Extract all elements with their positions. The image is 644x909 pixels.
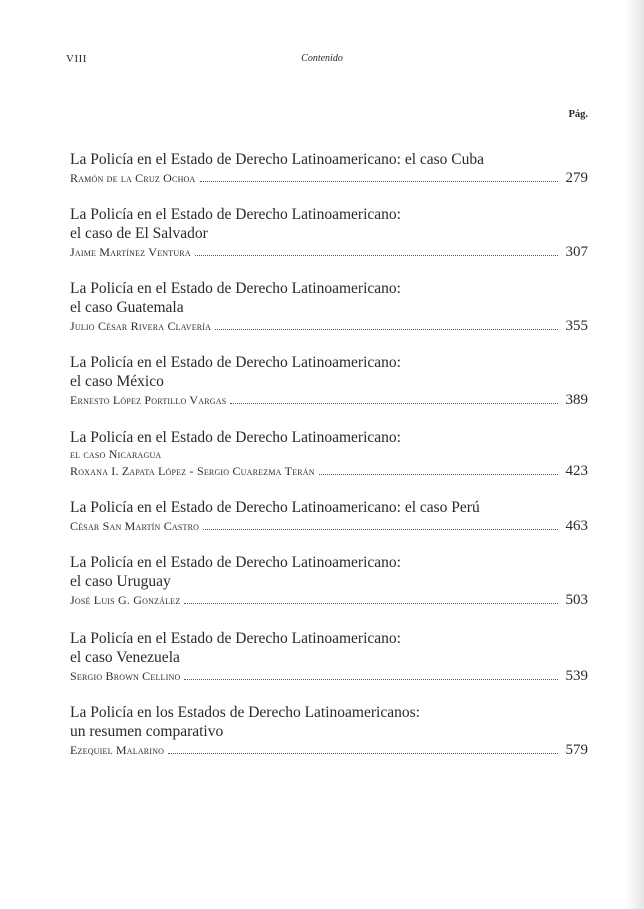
entry-page: 503 bbox=[565, 592, 588, 608]
dot-leader bbox=[319, 474, 558, 475]
entry-author: Julio César Rivera Clavería bbox=[70, 319, 212, 333]
entry-page: 355 bbox=[565, 318, 588, 334]
entry-title-line2: el caso de El Salvador bbox=[70, 225, 208, 242]
page-edge-shadow bbox=[626, 0, 644, 909]
entry-author: Roxana I. Zapata López - Sergio Cuarezma Terán bbox=[70, 464, 315, 478]
entry-page: 423 bbox=[565, 463, 588, 479]
entry-subtitle: el caso Nicaragua bbox=[70, 447, 162, 461]
author-line bbox=[70, 742, 588, 759]
toc-entry bbox=[70, 629, 588, 685]
author-line bbox=[70, 668, 588, 685]
author-line bbox=[70, 392, 588, 409]
toc-entry bbox=[70, 428, 588, 480]
entry-title-line2: el caso Uruguay bbox=[70, 573, 171, 590]
entry-title: La Policía en el Estado de Derecho Latinoamericano: bbox=[70, 630, 401, 647]
page-number: VIII bbox=[66, 53, 87, 65]
dot-leader bbox=[168, 753, 557, 754]
entry-title-line2: el caso México bbox=[70, 373, 164, 390]
author-line bbox=[70, 170, 588, 187]
entry-page: 463 bbox=[565, 518, 588, 534]
entry-author: José Luis G. González bbox=[70, 593, 181, 607]
toc-entry bbox=[70, 553, 588, 609]
author-line bbox=[70, 518, 588, 535]
author-line bbox=[70, 244, 588, 261]
toc-entry bbox=[70, 703, 588, 759]
entry-title-line2: un resumen comparativo bbox=[70, 723, 224, 740]
entry-title: La Policía en el Estado de Derecho Latinoamericano: el caso Cuba bbox=[70, 151, 485, 168]
toc-entry bbox=[70, 279, 588, 335]
running-head: Contenido bbox=[301, 53, 343, 64]
entry-title-line2: el caso Venezuela bbox=[70, 649, 180, 666]
author-line bbox=[70, 463, 588, 480]
entry-author: Sergio Brown Cellino bbox=[70, 669, 181, 683]
entry-title: La Policía en el Estado de Derecho Latinoamericano: bbox=[70, 554, 401, 571]
toc-entry bbox=[70, 498, 588, 535]
entry-title-line2: el caso Guatemala bbox=[70, 299, 184, 316]
dot-leader bbox=[215, 329, 557, 330]
entry-title: La Policía en el Estado de Derecho Latinoamericano: el caso Perú bbox=[70, 499, 480, 516]
author-line bbox=[70, 318, 588, 335]
dot-leader bbox=[230, 403, 557, 404]
dot-leader bbox=[200, 181, 558, 182]
entry-title: La Policía en los Estados de Derecho Latinoamericanos: bbox=[70, 704, 420, 721]
entry-author: Ernesto López Portillo Vargas bbox=[70, 393, 227, 407]
entry-author: Ramón de la Cruz Ochoa bbox=[70, 171, 196, 185]
entry-author: César San Martín Castro bbox=[70, 519, 200, 533]
entry-author: Jaime Martínez Ventura bbox=[70, 245, 191, 259]
pag-column-label: Pág. bbox=[568, 109, 588, 120]
entry-page: 307 bbox=[565, 244, 588, 260]
entry-title: La Policía en el Estado de Derecho Latinoamericano: bbox=[70, 280, 401, 297]
entry-title: La Policía en el Estado de Derecho Latinoamericano: bbox=[70, 354, 401, 371]
entry-title: La Policía en el Estado de Derecho Latinoamericano: bbox=[70, 206, 401, 223]
dot-leader bbox=[184, 679, 557, 680]
author-line bbox=[70, 592, 588, 609]
dot-leader bbox=[184, 603, 557, 604]
entry-page: 279 bbox=[565, 170, 588, 186]
entry-author: Ezequiel Malarino bbox=[70, 743, 165, 757]
toc-entry bbox=[70, 353, 588, 409]
toc-entry bbox=[70, 205, 588, 261]
entry-page: 389 bbox=[565, 392, 588, 408]
toc-entry bbox=[70, 150, 588, 187]
entry-page: 579 bbox=[565, 742, 588, 758]
entry-page: 539 bbox=[565, 668, 588, 684]
dot-leader bbox=[195, 255, 558, 256]
entry-title: La Policía en el Estado de Derecho Latinoamericano: bbox=[70, 429, 401, 446]
dot-leader bbox=[203, 529, 557, 530]
